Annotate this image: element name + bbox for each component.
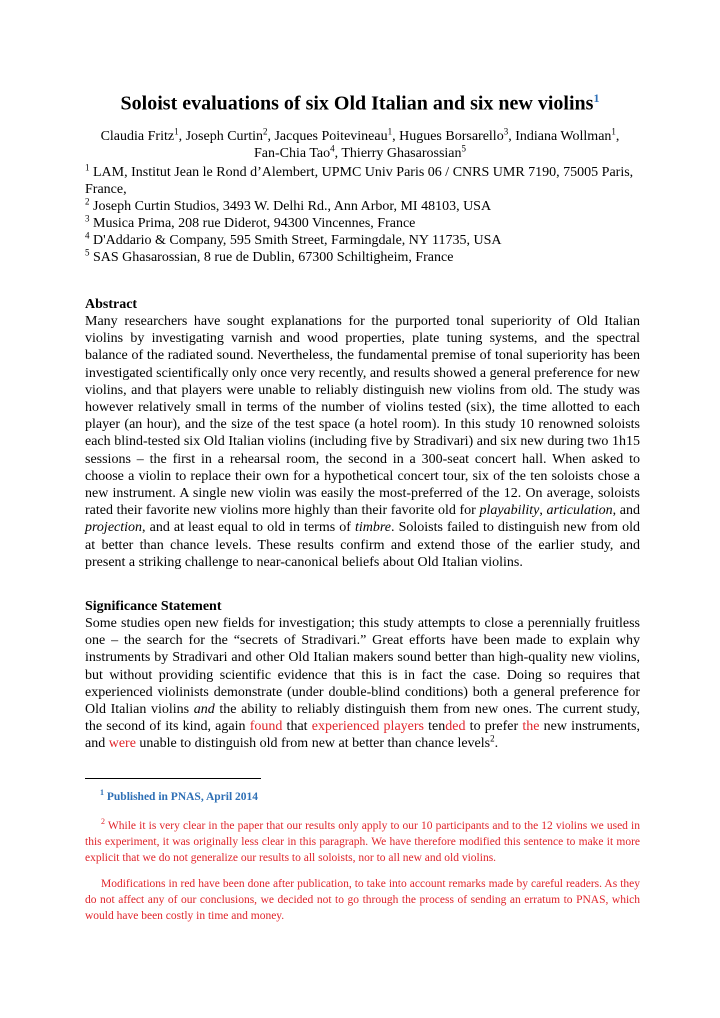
affiliation-text: SAS Ghasarossian, 8 rue de Dublin, 67300 Schiltigheim, France	[93, 250, 454, 265]
author-name: Joseph Curtin	[185, 129, 263, 144]
significance-text: that	[282, 719, 312, 735]
significance-text: new instruments, and	[85, 719, 641, 752]
significance-paragraph	[85, 615, 640, 753]
footnote-text: Published in PNAS, April 2014	[106, 790, 259, 803]
footnote-text: While it is very clear in the paper that our results only apply to our 10 participants and to the 12 violins we used in this experiment, it was originally less clear in this paragraph. We have therefore modified this sentence to make it more explicit that we do not generalize our results to all soloists, nor to all new and old violins.	[85, 819, 640, 864]
correction-text: experienced players	[311, 719, 424, 735]
significance-text: .	[494, 736, 499, 752]
emphasis-term: timbre	[354, 520, 392, 536]
emphasis-term: projection	[85, 520, 143, 536]
abstract-section	[85, 296, 640, 571]
affiliation-item	[85, 198, 645, 215]
correction-text: the	[522, 719, 540, 735]
significance-text: ten	[423, 719, 446, 735]
emphasis-term: playability	[479, 503, 540, 519]
author-name: Jacques Poitevineau	[274, 129, 388, 144]
affiliation-text: LAM, Institut Jean le Rond d’Alembert, UPMC Univ Paris 06 / CNRS UMR 7190, 75005 Paris, France,	[85, 165, 634, 197]
footnote-1	[100, 788, 258, 803]
affiliation-item	[85, 164, 645, 198]
title-text: Soloist evaluations of six Old Italian and six new violins	[120, 92, 594, 115]
author-affiliation-mark: 2	[262, 126, 268, 137]
author-name: Thierry Ghasarossian	[341, 146, 462, 161]
abstract-heading: Abstract	[85, 297, 138, 312]
affiliation-number: 4	[85, 230, 90, 241]
emphasis-term: and	[193, 702, 215, 718]
significance-section	[85, 598, 640, 753]
significance-text: to prefer	[465, 719, 523, 735]
affiliation-number: 2	[85, 196, 90, 207]
footnote-number: 2	[101, 817, 105, 826]
significance-text: the ability to reliably distinguish them from new ones. The current study, the second of its kind, again	[85, 702, 640, 735]
affiliation-item	[85, 215, 645, 232]
abstract-text: , and at least equal to old in terms of	[142, 520, 355, 536]
correction-text: were	[108, 736, 136, 752]
author-affiliation-mark: 5	[461, 143, 467, 154]
author-name: Hugues Borsarello	[399, 129, 504, 144]
significance-heading: Significance Statement	[85, 599, 222, 614]
correction-text: found	[249, 719, 283, 735]
footnote-2-mark[interactable]: 2	[490, 733, 495, 744]
author-name: Fan-Chia Tao	[253, 146, 331, 161]
footnote-corrections-note	[85, 876, 640, 924]
affiliation-list	[85, 164, 645, 266]
affiliation-number: 5	[85, 247, 90, 258]
emphasis-term: articulation	[546, 503, 613, 519]
affiliation-text: D'Addario & Company, 595 Smith Street, Farmingdale, NY 11735, USA	[93, 233, 502, 248]
affiliation-text: Musica Prima, 208 rue Diderot, 94300 Vincennes, France	[93, 216, 416, 231]
affiliation-number: 3	[85, 213, 90, 224]
abstract-text: , and	[612, 503, 641, 519]
author-affiliation-mark: 3	[503, 126, 509, 137]
author-name: Claudia Fritz	[100, 129, 175, 144]
footnote-divider	[85, 778, 261, 779]
affiliation-text: Joseph Curtin Studios, 3493 W. Delhi Rd., Ann Arbor, MI 48103, USA	[93, 199, 492, 214]
footnote-number: 1	[100, 788, 104, 797]
paper-title	[0, 86, 720, 116]
author-affiliation-mark: 1	[387, 126, 393, 137]
title-footnote-mark[interactable]: 1	[593, 91, 600, 105]
significance-text: Some studies open new fields for investigation; this study attempts to close a perennially fruitless one – the search for the “secrets of Stradivari.” Great efforts have been made to explain why instruments by Stradivari and other Old Italian makers sound better than high-quality new violins, but without providing scientific evidence that this is in fact the case. Doing so requires that experienced violinists demonstrate (under double-blind conditions) both a general preference for Old Italian violins	[85, 616, 640, 718]
affiliation-item	[85, 249, 645, 266]
abstract-text: . Soloists failed to distinguish new from old at better than chance levels. These results confirm and extend those of the earlier study, and present a striking challenge to near-canonical beliefs about Old Italian violins.	[85, 520, 640, 570]
abstract-paragraph	[85, 313, 640, 571]
author-affiliation-mark: 1	[611, 126, 616, 137]
footnote-text: Modifications in red have been done after publication, to take into account remarks made by careful readers. As they do not affect any of our conclusions, we decided not to go through the process of sending an erratum to PNAS, which would have been costly in time and money.	[85, 878, 640, 922]
affiliation-item	[85, 232, 645, 249]
abstract-text: Many researchers have sought explanations for the purported tonal superiority of Old Italian violins by investigating varnish and wood properties, plate tuning systems, and the spectral balance of the radiated sound. Nevertheless, the fundamental premise of tonal superiority has been investigated scientifically only once very recently, and results showed a general preference for new violins, and that players were unable to reliably distinguish new violins from old. The study was however relatively small in terms of the number of violins tested (six), the time allotted to each player (an hour), and the size of the test space (a hotel room). In this study 10 renowned soloists each blind-tested six Old Italian violins (including five by Stradivari) and six new during two 1h15 sessions – the first in a rehearsal room, the second in a 300-seat concert hall. When asked to choose a violin to replace their own for a hypothetical concert tour, six of the ten soloists chose a new instrument. A single new violin was easily the most-preferred of the 12. On average, soloists rated their favorite new violins more highly than their favorite old for	[85, 314, 640, 519]
correction-text: ded	[445, 719, 466, 735]
significance-text: unable to distinguish old from new at better than chance levels	[135, 736, 491, 752]
author-affiliation-mark: 1	[174, 126, 179, 137]
author-affiliation-mark: 4	[330, 143, 335, 154]
author-name: Indiana Wollman	[515, 129, 612, 144]
affiliation-number: 1	[85, 162, 90, 173]
author-list: Claudia Fritz$^1$, Joseph Curtin$^2$, Jacques Poitevineau$^1$, Hugues Borsarello$^3$, Indiana Wollman$^1$, Fan-Chia Tao$^4$, Thierry Ghasarossian$^5$	[100, 126, 620, 161]
footnote-2	[85, 814, 640, 866]
abstract-text: ,	[539, 503, 547, 519]
